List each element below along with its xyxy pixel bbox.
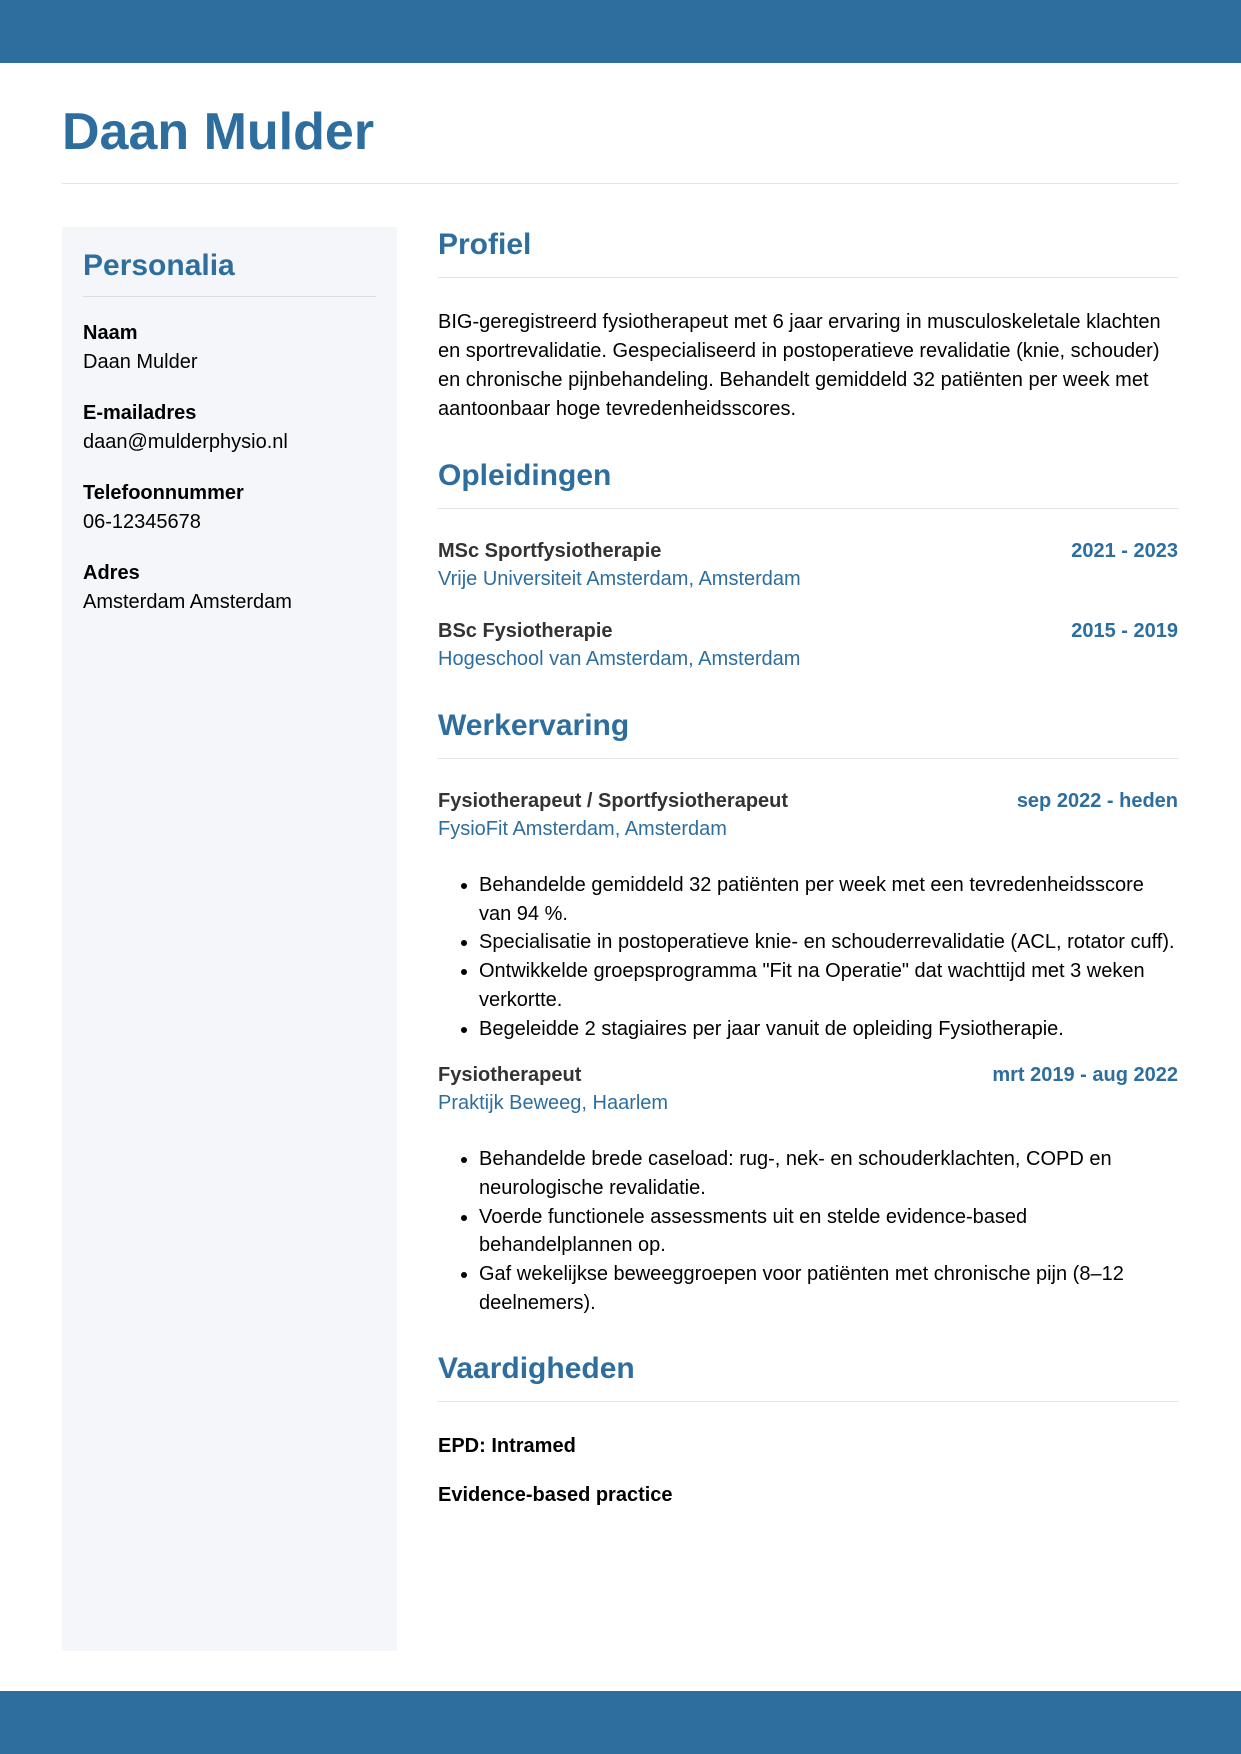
school-name: Vrije Universiteit Amsterdam, Amsterdam <box>438 568 801 590</box>
work-entry <box>438 1061 1178 1317</box>
company-name: FysioFit Amsterdam, Amsterdam <box>438 818 727 840</box>
job-title: Fysiotherapeut / Sportfysiotherapeut <box>438 790 789 812</box>
work-entry <box>438 787 1178 1043</box>
section-title-profile: Profiel <box>438 227 1178 278</box>
education-dates: 2021 - 2023 <box>1071 540 1178 562</box>
main-content <box>438 227 1178 1530</box>
bullet-item: • Behandelde brede caseload: rug-, nek- en schouderklachten, COPD en neurologische revalidatie. <box>479 1145 1178 1202</box>
skills-section <box>438 1351 1178 1509</box>
field-name <box>83 319 376 377</box>
job-title: Fysiotherapeut <box>438 1064 582 1087</box>
name-divider <box>62 183 1178 184</box>
job-dates: sep 2022 - heden <box>1016 790 1178 812</box>
field-label: Naam <box>83 322 138 344</box>
degree-title: MSc Sportfysiotherapie <box>438 540 662 562</box>
education-entry <box>438 537 1178 594</box>
job-bullets <box>438 871 1178 1043</box>
profile-summary: BIG-geregistreerd fysiotherapeut met 6 jaar ervaring in musculoskeletale klachten en sportrevalidatie. Gespecialiseerd in postoperatieve revalidatie (knie, schouder) en chronische pijnbehandeling. Behandelt gemiddeld 32 patiënten per week met aantoonbaar hoge tevredenheidsscores. <box>438 311 1161 420</box>
profile-section <box>438 227 1178 424</box>
address-value: Amsterdam Amsterdam <box>83 591 292 613</box>
company-name: Praktijk Beweeg, Haarlem <box>438 1092 669 1115</box>
section-title-education: Opleidingen <box>438 458 1178 509</box>
section-title-skills: Vaardigheden <box>438 1351 1178 1402</box>
field-value: Daan Mulder <box>83 351 198 373</box>
education-section <box>438 458 1178 674</box>
field-email <box>83 399 376 457</box>
field-address <box>83 559 376 617</box>
phone-value: 06-12345678 <box>83 511 201 533</box>
school-name: Hogeschool van Amsterdam, Amsterdam <box>438 648 801 670</box>
bullet-item: • Gaf wekelijkse beweeggroepen voor patiënten met chronische pijn (8–12 deelnemers). <box>479 1260 1178 1317</box>
email-value: daan@mulderphysio.nl <box>83 431 288 453</box>
bullet-item: • Begeleidde 2 stagiaires per jaar vanuit de opleiding Fysiotherapie. <box>479 1015 1178 1044</box>
bullet-item: • Specialisatie in postoperatieve knie- en schouderrevalidatie (ACL, rotator cuff). <box>479 928 1178 957</box>
section-title-work: Werkervaring <box>438 708 1178 759</box>
field-label: Telefoonnummer <box>83 482 244 504</box>
skills-list <box>438 1432 1178 1509</box>
field-label: Adres <box>83 562 140 584</box>
candidate-name: Daan Mulder <box>62 103 375 161</box>
footer-band <box>0 1691 1241 1754</box>
education-dates: 2015 - 2019 <box>1071 620 1178 642</box>
work-section <box>438 708 1178 1317</box>
field-label: E-mailadres <box>83 402 197 424</box>
skill-item: EPD: Intramed <box>438 1435 576 1458</box>
bullet-item: • Behandelde gemiddeld 32 patiënten per week met een tevredenheidsscore van 94 %. <box>479 871 1178 928</box>
personal-info-sidebar <box>62 227 397 1651</box>
field-phone <box>83 479 376 537</box>
bullet-item: • Voerde functionele assessments uit en stelde evidence-based behandelplannen op. <box>479 1203 1178 1260</box>
header-band <box>0 0 1241 63</box>
job-bullets <box>438 1145 1178 1317</box>
degree-title: BSc Fysiotherapie <box>438 620 613 642</box>
sidebar-title: Personalia <box>83 249 376 297</box>
skill-item: Evidence-based practice <box>438 1484 673 1507</box>
bullet-item: • Ontwikkelde groepsprogramma "Fit na Operatie" dat wachttijd met 3 weken verkortte. <box>479 957 1178 1014</box>
job-dates: mrt 2019 - aug 2022 <box>992 1064 1178 1087</box>
education-entry <box>438 617 1178 674</box>
